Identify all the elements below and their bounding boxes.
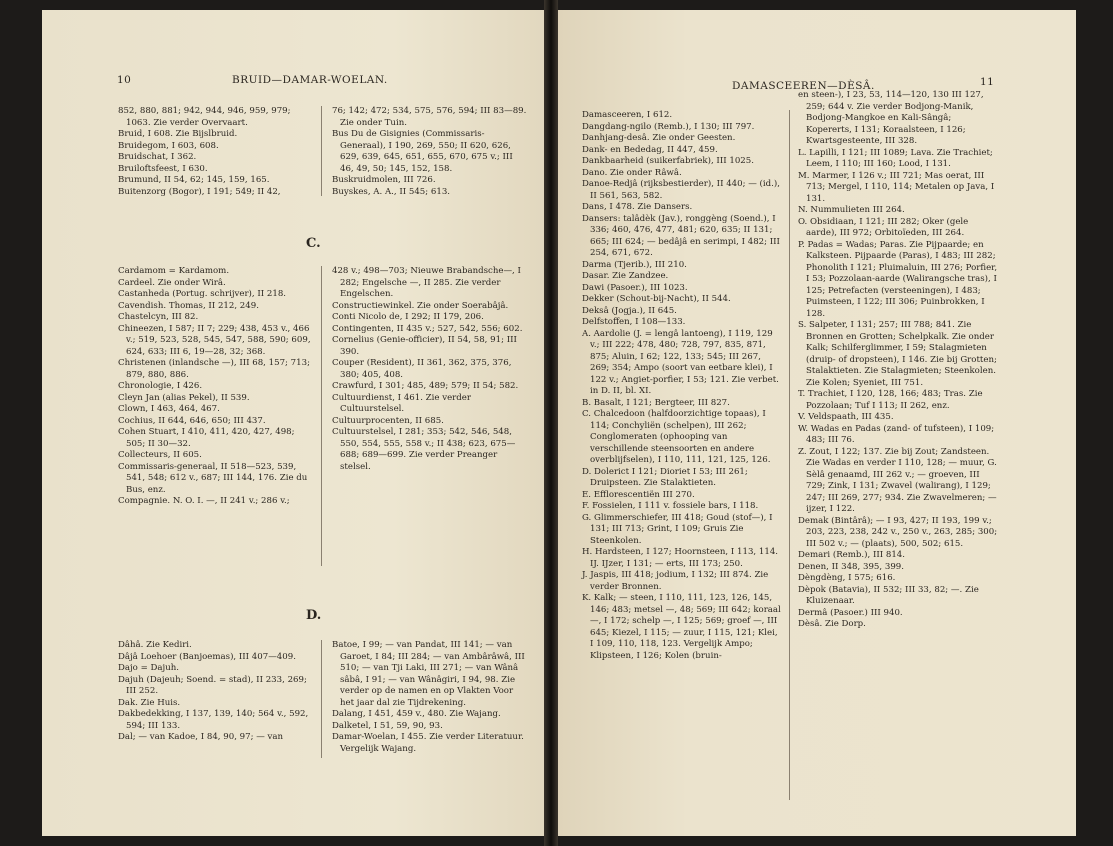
left-c-col2 xyxy=(332,266,528,473)
book-gutter xyxy=(544,0,558,846)
index-entry: 76; 142; 472; 534, 575, 576, 594; III 83—89. Zie onder Tuin. xyxy=(332,106,527,128)
index-entry: O. Obsidiaan, I 121; III 282; Oker (gele aarde), III 972; Orbitoïeden, III 264. xyxy=(798,216,969,238)
column-rule xyxy=(321,640,322,758)
index-entry: Chastelcyn, III 82. xyxy=(118,312,199,322)
index-entry: Dajuh (Dajeuh; Soend. = stad), II 233, 269; III 252. xyxy=(118,674,307,696)
index-entry: Dal; — van Kadoe, I 84, 90, 97; — van xyxy=(118,732,284,742)
index-entry: Dangdang-ngilo (Remb.), I 130; III 797. xyxy=(582,121,755,132)
index-entry: Cardamom = Kardamom. xyxy=(118,266,230,276)
index-entry: Dank- en Bededag, II 447, 459. xyxy=(582,144,718,155)
index-entry: Danoe-Redjâ (rijksbestierder), II 440; — (id.), II 561, 563, 582. xyxy=(582,179,780,201)
index-entry: Dâjâ Loehoer (Banjoemas), III 407—409. xyxy=(118,651,296,662)
index-entry: Cultuurstelsel, I 281; 353; 542, 546, 548, 550, 554, 555, 558 v.; II 438; 623, 675—688; 689—699. Zie verder Preanger stelsel. xyxy=(332,427,516,472)
index-entry: P. Padas = Wadas; Paras. Zie Pijpaarde; en Kalksteen. Pijpaarde (Paras), I 483; III 282; Phonolith I 121; Pluimaluin, III 276; Porfier, I 53; Pozzolaan-aarde (Walirangsche tras), I 125; Petrefacten (versteeningen), I 483; Puimsteen, I 122; III 306; Puinbrokken, I 128. xyxy=(798,239,998,319)
index-entry: Z. Zout, I 122; 137. Zie bij Zout; Zandsteen. Zie Wadas en verder I 110, 128; — muur, G. Sèlâ genaamd, III 262 v.; — groeven, III 729; Zink, I 131; Zwavel (walirang), I 129; 247; III 269, 277; 934. Zie Zwavelmeren; — ijzer, I 122. xyxy=(798,446,997,514)
left-top-col1 xyxy=(118,106,314,198)
index-entry: Bus Du de Gisignies (Commissaris-Generaal), I 190, 269, 550; II 620, 626, 629, 639, 645, 651, 655, 670, 675 v.; III 46, 49, 50; 145, 152, 158. xyxy=(332,129,513,174)
index-entry: Cochius, II 644, 646, 650; III 437. xyxy=(118,415,266,426)
index-entry: Contingenten, II 435 v.; 527, 542, 556; 602. xyxy=(332,323,523,334)
index-entry: Conti Nicolo de, I 292; II 179, 206. xyxy=(332,312,484,322)
index-entry: Bruid, I 608. Zie Bijslbruid. xyxy=(118,129,238,139)
index-entry: Dâhâ. Zie Kediri. xyxy=(118,640,192,650)
index-entry: Bruidschat, I 362. xyxy=(118,152,197,162)
index-entry: C. Chalcedoon (halfdoorzichtige topaas), I 114; Conchyliën (schelpen), III 262; Conglomeraten (ophooping van verschillende steensoorten en andere overblijfselen), I 110, 111, 121, 125, 126. xyxy=(582,409,771,465)
index-entry: V. Veldspaath, III 435. xyxy=(798,412,894,422)
right-col2 xyxy=(798,90,998,631)
left-d-col2 xyxy=(332,640,528,755)
column-rule xyxy=(321,266,322,566)
index-entry: Dakbedekking, I 137, 139, 140; 564 v., 592, 594; III 133. xyxy=(118,709,309,731)
left-top-col2 xyxy=(332,106,528,198)
section-heading-d: D. xyxy=(306,608,322,623)
column-rule xyxy=(321,106,322,196)
index-entry: Collecteurs, II 605. xyxy=(118,450,202,460)
index-entry: Bruiloftsfeest, I 630. xyxy=(118,163,208,174)
index-entry: H. Hardsteen, I 127; Hoornsteen, I 113, 114. IJ. IJzer, I 131; — erts, III 173; 250. xyxy=(582,547,779,569)
index-entry: en steen-), I 23, 53, 114—120, 130 III 127, 259; 644 v. Zie verder Bodjong-Manik, Bodjong-Mangkoe en Kali-Sângâ; Kopererts, I 131; Koraalsteen, I 126; Kwartsgesteente, III 328. xyxy=(798,90,984,146)
left-page-number: 10 xyxy=(117,74,132,86)
index-entry: Danhjang-desâ. Zie onder Geesten. xyxy=(582,133,736,143)
left-c-col1 xyxy=(118,266,314,508)
index-entry: S. Salpeter, I 131; 257; III 788; 841. Zie Bronnen en Grotten; Schelpkalk. Zie onder Kalk; Schilferglimmer, I 59; Stalagmieten (druip- of dropsteen), I 146. Zie bij Grotten; Stalaktieten. Zie Stalagmieten; Steenkolen. Zie Kolen; Syeniet, III 751. xyxy=(798,320,997,388)
left-d-col1 xyxy=(118,640,314,744)
index-entry: Cultuurdienst, I 461. Zie verder Cultuurstelsel. xyxy=(332,392,471,414)
index-entry: Cardeel. Zie onder Wirâ. xyxy=(118,277,226,288)
section-heading-c: C. xyxy=(306,236,321,251)
index-entry: 428 v.; 498—703; Nieuwe Brabandsche—, I 282; Engelsche —, II 285. Zie verder Engelschen. xyxy=(332,266,521,299)
index-entry: T. Trachiet, I 120, 128, 166; 483; Tras. Zie Pozzolaan; Tuf I 113; II 262, enz. xyxy=(798,389,983,411)
index-entry: Dankbaarheid (suikerfabriek), III 1025. xyxy=(582,156,754,166)
index-entry: M. Marmer, I 126 v.; III 721; Mas oerat, III 713; Mergel, I 110, 114; Metalen op Java, I 131. xyxy=(798,170,995,204)
index-entry: Dalketel, I 51, 59, 90, 93. xyxy=(332,720,443,731)
index-entry: N. Nummulieten III 264. xyxy=(798,205,905,215)
index-entry: K. Kalk; — steen, I 110, 111, 123, 126, 145, 146; 483; metsel —, 48; 569; III 642; koraal —, I 172; schelp —, I 125; 569; groef —, III 645; Kiezel, I 115; — zuur, I 115, 121; Klei, I 109, 110, 118, 123. Vergelijk Ampo; Klipsteen, I 126; Kolen (bruin- xyxy=(582,593,781,661)
index-entry: Demari (Remb.), III 814. xyxy=(798,550,905,560)
right-page-number: 11 xyxy=(980,76,995,88)
index-entry: Delfstoffen, I 108—133. xyxy=(582,317,686,327)
right-col1 xyxy=(582,110,782,662)
left-page xyxy=(42,10,544,836)
index-entry: Castanheda (Portug. schrijver), II 218. xyxy=(118,289,287,299)
index-entry: Couper (Resident), II 361, 362, 375, 376, 380; 405, 408. xyxy=(332,358,512,380)
index-entry: Christenen (inlandsche —), III 68, 157; 713; 879, 880, 886. xyxy=(118,358,310,380)
index-entry: Dak. Zie Huis. xyxy=(118,697,181,708)
index-entry: Denen, II 348, 395, 399. xyxy=(798,561,904,572)
index-entry: Dermâ (Pasoer.) III 940. xyxy=(798,607,903,618)
index-entry: Deksâ (Jogja.), II 645. xyxy=(582,305,677,316)
index-entry: Cultuurprocenten, II 685. xyxy=(332,415,444,426)
index-entry: Demak (Bintârâ); — I 93, 427; II 193, 199 v.; 203, 223, 238, 242 v., 250 v., 263, 285; 300; III 502 v.; — (plaats), 500, 502; 615. xyxy=(798,515,998,549)
index-entry: Compagnie. N. O. I. —, II 241 v.; 286 v.; xyxy=(118,496,290,506)
index-entry: Dasar. Zie Zandzee. xyxy=(582,271,669,281)
index-entry: Dano. Zie onder Râwâ. xyxy=(582,167,682,178)
left-running-title: BRUID—DAMAR-WOELAN. xyxy=(232,74,388,86)
index-entry: Dèpok (Batavia), II 532; III 33, 82; —. Zie Kluizenaar. xyxy=(798,584,979,606)
index-entry: Commissaris-generaal, II 518—523, 539, 541, 548; 612 v., 687; III 144, 176. Zie du Bus, enz. xyxy=(118,461,308,495)
column-rule xyxy=(789,110,790,800)
index-entry: Dajo = Dajuh. xyxy=(118,663,179,673)
index-entry: Dekker (Schout-bij-Nacht), II 544. xyxy=(582,294,731,304)
index-entry: Dansers: talâdèk (Jav.), ronggèng (Soend.), I 336; 460, 476, 477, 481; 620, 635; II 131; 665; III 624; — bedâjâ en serimpi, I 482; III 254, 671, 672. xyxy=(582,213,780,258)
index-entry: Buskruidmolen, III 726. xyxy=(332,175,436,185)
index-entry: Dèngdèng, I 575; 616. xyxy=(798,573,896,583)
index-entry: Dalang, I 451, 459 v., 480. Zie Wajang. xyxy=(332,709,501,719)
index-entry: E. Efflorescentiën III 270. xyxy=(582,489,695,500)
index-entry: Clown, I 463, 464, 467. xyxy=(118,404,220,414)
index-entry: Brumund, II 54, 62; 145, 159, 165. xyxy=(118,175,270,185)
index-entry: Cleyn Jan (alias Pekel), II 539. xyxy=(118,392,250,403)
index-entry: Damasceeren, I 612. xyxy=(582,110,673,120)
index-entry: L. Lapilli, I 121; III 1089; Lava. Zie Trachiet; Leem, I 110; III 160; Lood, I 131. xyxy=(798,147,993,169)
index-entry: 852, 880, 881; 942, 944, 946, 959, 979; 1063. Zie verder Overvaart. xyxy=(118,106,291,128)
index-entry: W. Wadas en Padas (zand- of tufsteen), I 109; 483; III 76. xyxy=(798,423,995,445)
index-entry: F. Fossielen, I 111 v. fossiele bars, I 118. xyxy=(582,501,759,511)
index-entry: D. Dolerict I 121; Dioriet I 53; III 261; Druipsteen. Zie Stalaktieten. xyxy=(582,466,748,488)
index-entry: Crawfurd, I 301; 485, 489; 579; II 54; 582. xyxy=(332,381,519,391)
index-entry: Chronologie, I 426. xyxy=(118,381,203,391)
index-entry: Chineezen, I 587; II 7; 229; 438, 453 v., 466 v.; 519, 523, 528, 545, 547, 588, 590; 609, 624, 633; III 6, 19—28, 32; 368. xyxy=(118,323,311,357)
index-entry: Cavendish. Thomas, II 212, 249. xyxy=(118,300,259,311)
index-entry: B. Basalt, I 121; Bergteer, III 827. xyxy=(582,397,730,408)
index-entry: Dèsâ. Zie Dorp. xyxy=(798,619,866,629)
right-running-title: DAMASCEEREN—DÈSÂ. xyxy=(732,80,875,92)
index-entry: Buyskes, A. A., II 545; 613. xyxy=(332,186,451,197)
index-entry: Cornelius (Genie-officier), II 54, 58, 91; III 390. xyxy=(332,335,517,357)
index-entry: Cohen Stuart, I 410, 411, 420, 427, 498; 505; II 30—32. xyxy=(118,427,295,449)
index-entry: Buitenzorg (Bogor), I 191; 549; II 42, xyxy=(118,186,281,197)
index-entry: Bruidegom, I 603, 608. xyxy=(118,140,219,151)
index-entry: G. Glimmerschiefer, III 418; Goud (stof—), I 131; III 713; Grint, I 109; Gruis Zie Steenkolen. xyxy=(582,512,773,546)
index-entry: Batoe, I 99; — van Pandat, III 141; — van Garoet, I 84; III 284; — van Ambârâwâ, III 510; — van Tji Laki, III 271; — van Wânâ sâbâ, I 91; — van Wânâgiri, I 94, 98. Zie verder op de namen en op Vlakten Voor het jaar dal zie Tijdrekening. xyxy=(332,640,525,708)
index-entry: Damar-Woelan, I 455. Zie verder Literatuur. Vergelijk Wajang. xyxy=(332,732,524,754)
index-entry: Dawi (Pasoer.), III 1023. xyxy=(582,282,688,293)
index-entry: J. Jaspis, III 418; jodium, I 132; III 874. Zie verder Bronnen. xyxy=(582,570,769,592)
index-entry: Darma (Tjerib.), III 210. xyxy=(582,259,687,270)
right-page xyxy=(558,10,1076,836)
index-entry: Dans, I 478. Zie Dansers. xyxy=(582,202,693,212)
index-entry: A. Aardolie (J. = lengâ lantoeng), I 119, 129 v.; III 222; 478, 480; 728, 797, 835, 871, 875; Aluin, I 62; 122, 133; 545; III 267, 269; 354; Ampo (soort van eetbare klei), I 122 v.; Angiet-porfier, I 53; 121. Zie verbet. in D. II, bl. XI. xyxy=(582,328,779,396)
index-entry: Constructiewinkel. Zie onder Soerabâjâ. xyxy=(332,300,509,311)
